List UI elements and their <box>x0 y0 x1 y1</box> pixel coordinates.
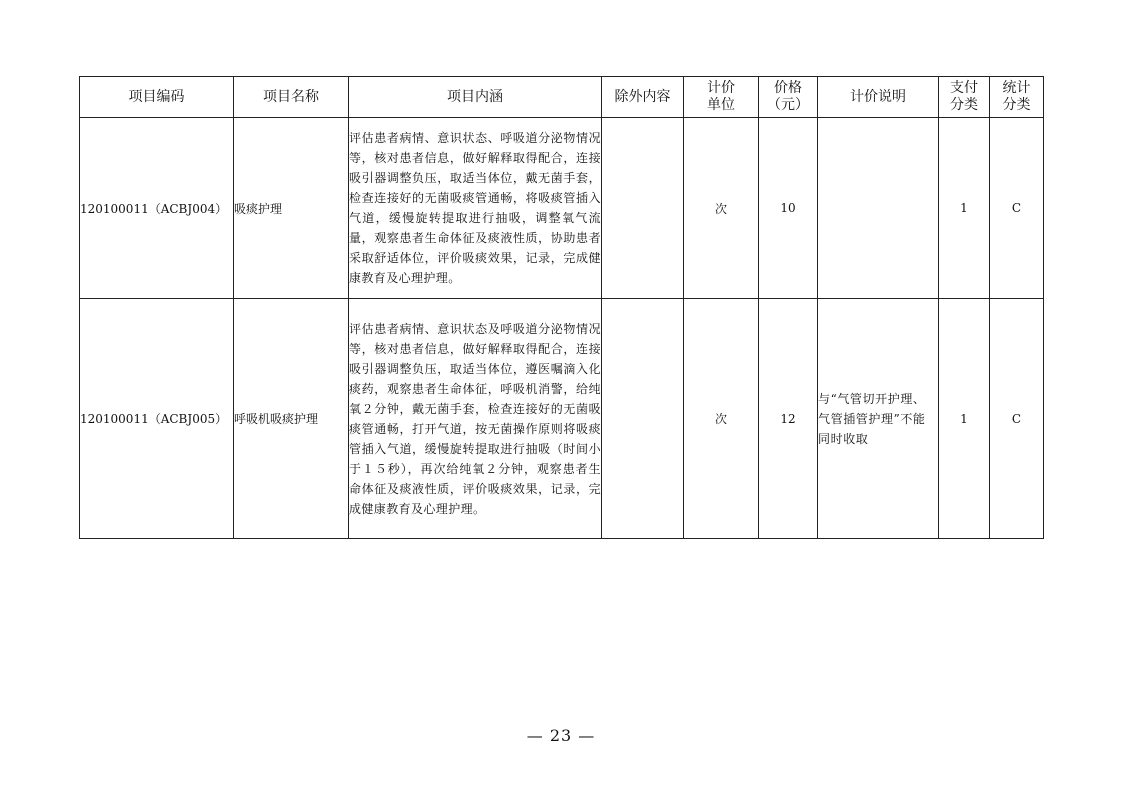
cell-name: 呼吸机吸痰护理 <box>234 299 349 539</box>
cell-content: 评估患者病情、意识状态及呼吸道分泌物情况等，核对患者信息，做好解释取得配合，连接吸引器调整负压，取适当体位，遵医嘱滴入化痰药，观察患者生命体征，呼吸机消警，给纯氧２分钟，戴无菌手套，检查连接好的无菌吸痰管通畅，打开气道，按无菌操作原则将吸痰管插入气道，缓慢旋转提取进行抽吸（时间小于１５秒），再次给纯氧２分钟，观察患者生命体征及痰液性质，评价吸痰效果，记录，完成健康教育及心理护理。 <box>349 299 602 539</box>
header-unit-line2: 单位 <box>707 97 735 113</box>
cell-note <box>818 118 939 299</box>
header-excluded: 除外内容 <box>602 77 684 118</box>
cell-excluded <box>602 299 684 539</box>
cell-unit: 次 <box>684 299 759 539</box>
header-code: 项目编码 <box>80 77 234 118</box>
header-content: 项目内涵 <box>349 77 602 118</box>
cell-content: 评估患者病情、意识状态、呼吸道分泌物情况等，核对患者信息，做好解释取得配合，连接吸引器调整负压，取适当体位，戴无菌手套，检查连接好的无菌吸痰管通畅，将吸痰管插入气道，缓慢旋转提取进行抽吸，调整氧气流量，观察患者生命体征及痰液性质，协助患者采取舒适体位，评价吸痰效果，记录，完成健康教育及心理护理。 <box>349 118 602 299</box>
cell-stat: C <box>990 118 1044 299</box>
page-number: — 23 — <box>526 726 596 745</box>
table-row <box>80 118 1044 299</box>
header-payment-line1: 支付 <box>950 80 978 96</box>
cell-code: 120100011（ACBJ005） <box>80 299 234 539</box>
header-price-line2: （元） <box>767 97 809 113</box>
cell-payment: 1 <box>939 118 990 299</box>
header-stat <box>990 77 1044 118</box>
header-unit <box>684 77 759 118</box>
cell-stat: C <box>990 299 1044 539</box>
header-stat-line2: 分类 <box>1002 97 1031 113</box>
cell-payment: 1 <box>939 299 990 539</box>
cell-price: 10 <box>759 118 818 299</box>
header-note: 计价说明 <box>818 77 939 118</box>
header-payment-line2: 分类 <box>950 97 978 113</box>
header-stat-line1: 统计 <box>1002 80 1031 96</box>
header-unit-line1: 计价 <box>707 80 735 96</box>
header-price <box>759 77 818 118</box>
cell-excluded <box>602 118 684 299</box>
table-row <box>80 299 1044 539</box>
cell-note: 与“气管切开护理、气管插管护理”不能同时收取 <box>818 299 939 539</box>
header-price-line1: 价格 <box>774 80 802 96</box>
cell-price: 12 <box>759 299 818 539</box>
header-payment <box>939 77 990 118</box>
cell-code: 120100011（ACBJ004） <box>80 118 234 299</box>
header-name: 项目名称 <box>234 77 349 118</box>
cell-name: 吸痰护理 <box>234 118 349 299</box>
cell-unit: 次 <box>684 118 759 299</box>
price-table <box>79 76 1044 539</box>
table-header-row <box>80 77 1044 118</box>
